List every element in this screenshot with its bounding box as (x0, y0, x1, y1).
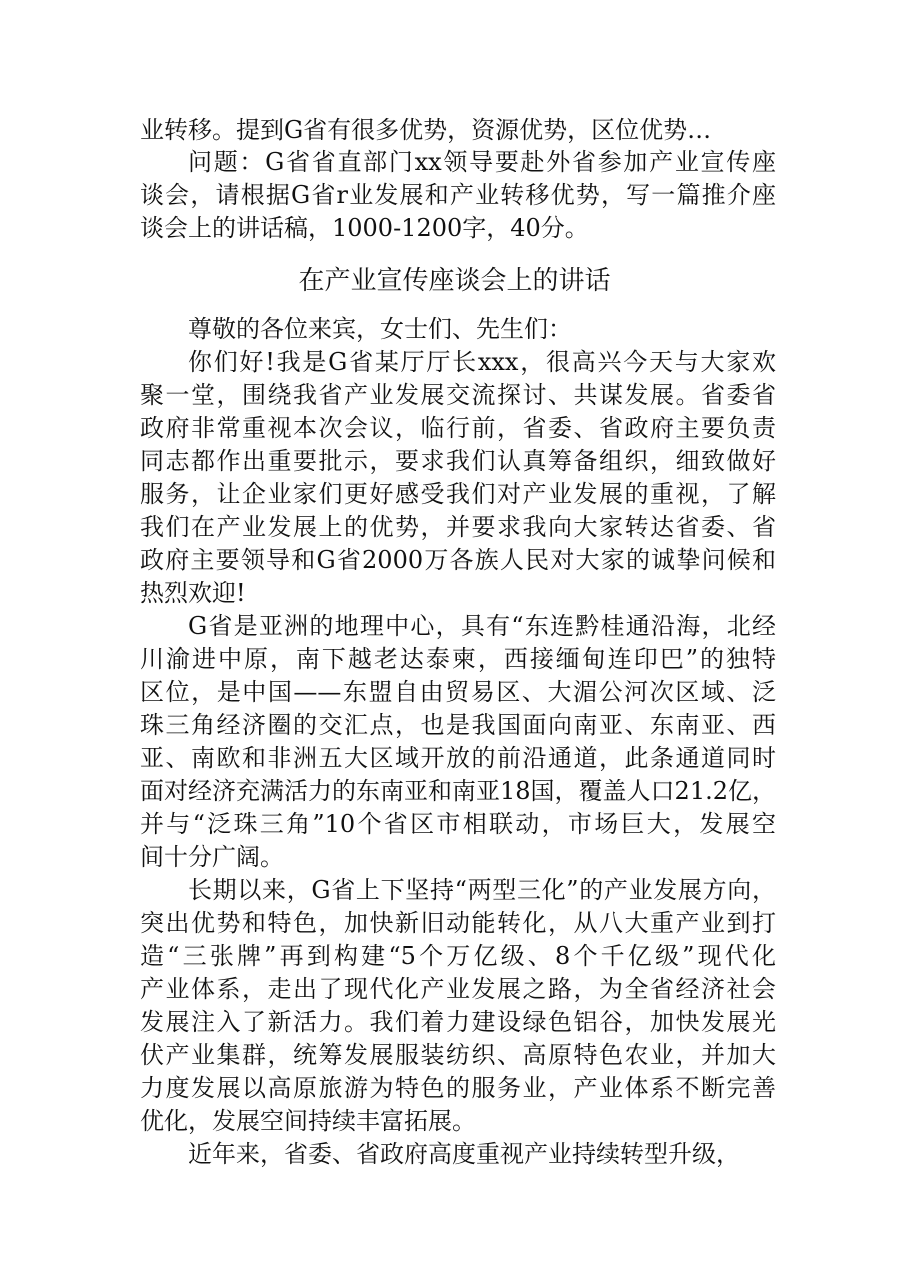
p3-line: 造“三张牌”再到构建“5个万亿级、8个千亿级”现代化 (140, 942, 776, 970)
p2-line: 川渝进中原，南下越老达泰柬，西接缅甸连印巴”的独特 (140, 645, 776, 673)
intro-question-line-1: 问题：G省省直部门xx领导要赴外省参加产业宣传座 (188, 148, 776, 176)
greeting: 尊敬的各位来宾，女士们、先生们： (188, 315, 572, 343)
p2-line: 间十分广阔。 (140, 843, 284, 871)
speech-title: 在产业宣传座谈会上的讲话 (298, 266, 611, 296)
p4-line: 近年来，省委、省政府高度重视产业持续转型升级， (188, 1140, 740, 1168)
p1-line: 你们好!我是G省某厅厅长xxx，很高兴今天与大家欢 (188, 348, 776, 376)
p3-line: 产业体系，走出了现代化产业发展之路，为全省经济社会 (140, 975, 776, 1003)
p3-line: 伏产业集群，统筹发展服装纺织、高原特色农业，并加大 (140, 1041, 776, 1069)
p2-line: 并与“泛珠三角”10个省区市相联动，市场巨大，发展空 (140, 810, 776, 838)
p1-line: 同志都作出重要批示，要求我们认真筹备组织，细致做好 (140, 447, 776, 475)
p2-line: 区位，是中国——东盟自由贸易区、大湄公河次区域、泛 (140, 678, 776, 706)
p1-line: 政府主要领导和G省2000万各族人民对大家的诚挚问候和 (140, 546, 776, 574)
p1-line: 我们在产业发展上的优势，并要求我向大家转达省委、省 (140, 513, 776, 541)
p2-line: 亚、南欧和非洲五大区域开放的前沿通道，此条通道同时 (140, 744, 776, 772)
p1-line: 热烈欢迎! (140, 579, 246, 607)
p3-line: 发展注入了新活力。我们着力建设绿色铝谷，加快发展光 (140, 1008, 776, 1036)
p3-line: 优化，发展空间持续丰富拓展。 (140, 1107, 476, 1135)
p2-line: G省是亚洲的地理中心，具有“东连黔桂通沿海，北经 (188, 612, 776, 640)
p2-line: 面对经济充满活力的东南亚和南亚18国，覆盖人口21.2亿， (140, 777, 776, 805)
p3-line: 长期以来，G省上下坚持“两型三化”的产业发展方向， (188, 876, 776, 904)
p1-line: 服务，让企业家们更好感受我们对产业发展的重视，了解 (140, 480, 776, 508)
p1-line: 政府非常重视本次会议，临行前，省委、省政府主要负责 (140, 414, 776, 442)
p2-line: 珠三角经济圈的交汇点，也是我国面向南亚、东南亚、西 (140, 711, 776, 739)
p3-line: 突出优势和特色，加快新旧动能转化，从八大重产业到打 (140, 909, 776, 937)
intro-question-line-2: 谈会，请根据G省r业发展和产业转移优势，写一篇推介座 (140, 181, 776, 209)
intro-line-1: 业转移。提到G省有很多优势，资源优势，区位优势… (140, 116, 712, 144)
p3-line: 力度发展以高原旅游为特色的服务业，产业体系不断完善 (140, 1074, 776, 1102)
p1-line: 聚一堂，围绕我省产业发展交流探讨、共谋发展。省委省 (140, 381, 776, 409)
intro-question-line-3: 谈会上的讲话稿，1000-1200字，40分。 (140, 214, 589, 242)
